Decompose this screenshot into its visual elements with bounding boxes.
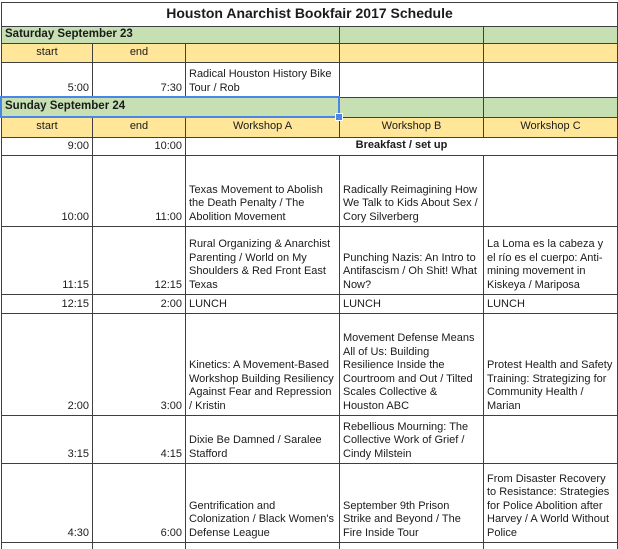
sat-header-a-cell[interactable] bbox=[186, 44, 340, 63]
sun-header-start-cell[interactable]: start bbox=[2, 118, 93, 138]
workshop-a-cell[interactable]: Radical Houston History Bike Tour / Rob bbox=[186, 63, 340, 98]
end-time-cell[interactable]: 3:00 bbox=[93, 314, 186, 416]
empty-cell[interactable] bbox=[2, 543, 93, 549]
lunch-cell[interactable]: LUNCH bbox=[484, 295, 618, 314]
end-time-cell[interactable]: 4:15 bbox=[93, 416, 186, 464]
end-time-cell[interactable]: 10:00 bbox=[93, 138, 186, 156]
workshop-a-cell[interactable]: Gentrification and Colonization / Black Women's Defense League bbox=[186, 464, 340, 543]
empty-cell[interactable] bbox=[484, 27, 618, 44]
end-time-cell[interactable]: 6:00 bbox=[93, 464, 186, 543]
end-time-cell[interactable]: 12:15 bbox=[93, 227, 186, 295]
empty-cell[interactable] bbox=[484, 543, 618, 549]
sun-header-end-cell[interactable]: end bbox=[93, 118, 186, 138]
empty-cell[interactable] bbox=[340, 27, 484, 44]
breakfast-cell[interactable]: Breakfast / set up bbox=[186, 138, 618, 156]
workshop-b-cell[interactable]: Punching Nazis: An Intro to Antifascism / Oh Shit! What Now? bbox=[340, 227, 484, 295]
workshop-b-cell[interactable]: Rebellious Mourning: The Collective Work of Grief / Cindy Milstein bbox=[340, 416, 484, 464]
empty-cell[interactable] bbox=[484, 98, 618, 118]
workshop-c-cell[interactable] bbox=[484, 63, 618, 98]
start-time-cell[interactable]: 2:00 bbox=[2, 314, 93, 416]
start-time-cell[interactable]: 5:00 bbox=[2, 63, 93, 98]
start-time-cell[interactable]: 3:15 bbox=[2, 416, 93, 464]
workshop-b-cell[interactable] bbox=[340, 63, 484, 98]
workshop-c-cell[interactable]: From Disaster Recovery to Resistance: Strategies for Police Abolition after Harvey / A World Without Police bbox=[484, 464, 618, 543]
empty-cell[interactable] bbox=[186, 543, 340, 549]
sat-header-c-cell[interactable] bbox=[484, 44, 618, 63]
workshop-c-cell[interactable]: La Loma es la cabeza y el río es el cuerpo: Anti-mining movement in Kiskeya / Mariposa bbox=[484, 227, 618, 295]
workshop-a-cell[interactable]: Dixie Be Damned / Saralee Stafford bbox=[186, 416, 340, 464]
sunday-day-cell[interactable] bbox=[2, 98, 340, 118]
end-time-cell[interactable]: 11:00 bbox=[93, 156, 186, 227]
sat-header-start-cell[interactable]: start bbox=[2, 44, 93, 63]
sunday-day-label: Sunday September 24 bbox=[5, 100, 126, 113]
start-time-cell[interactable]: 9:00 bbox=[2, 138, 93, 156]
workshop-b-cell[interactable]: September 9th Prison Strike and Beyond / The Fire Inside Tour bbox=[340, 464, 484, 543]
workshop-c-cell[interactable] bbox=[484, 156, 618, 227]
sun-header-workshop-c-cell[interactable]: Workshop C bbox=[484, 118, 618, 138]
start-time-cell[interactable]: 12:15 bbox=[2, 295, 93, 314]
fill-handle[interactable] bbox=[335, 113, 343, 121]
sun-header-workshop-a-cell[interactable]: Workshop A bbox=[186, 118, 340, 138]
workshop-b-cell[interactable]: Radically Reimagining How We Talk to Kids About Sex / Cory Silverberg bbox=[340, 156, 484, 227]
empty-cell[interactable] bbox=[340, 98, 484, 118]
end-time-cell[interactable]: 7:30 bbox=[93, 63, 186, 98]
empty-cell[interactable] bbox=[340, 543, 484, 549]
lunch-cell[interactable]: LUNCH bbox=[340, 295, 484, 314]
saturday-day-cell[interactable]: Saturday September 23 bbox=[2, 27, 340, 44]
workshop-c-cell[interactable]: Protest Health and Safety Training: Strategizing for Community Health / Marian bbox=[484, 314, 618, 416]
sun-header-workshop-b-cell[interactable]: Workshop B bbox=[340, 118, 484, 138]
empty-cell[interactable] bbox=[93, 543, 186, 549]
end-time-cell[interactable]: 2:00 bbox=[93, 295, 186, 314]
workshop-a-cell[interactable]: Texas Movement to Abolish the Death Penalty / The Abolition Movement bbox=[186, 156, 340, 227]
spreadsheet-grid bbox=[1, 2, 618, 549]
workshop-b-cell[interactable]: Movement Defense Means All of Us: Building Resilience Inside the Courtroom and Out / Tilted Scales Collective & Houston ABC bbox=[340, 314, 484, 416]
sat-header-end-cell[interactable]: end bbox=[93, 44, 186, 63]
title-cell[interactable]: Houston Anarchist Bookfair 2017 Schedule bbox=[2, 3, 618, 27]
workshop-c-cell[interactable] bbox=[484, 416, 618, 464]
workshop-a-cell[interactable]: Rural Organizing & Anarchist Parenting / World on My Shoulders & Red Front East Texas bbox=[186, 227, 340, 295]
lunch-cell[interactable]: LUNCH bbox=[186, 295, 340, 314]
start-time-cell[interactable]: 4:30 bbox=[2, 464, 93, 543]
start-time-cell[interactable]: 11:15 bbox=[2, 227, 93, 295]
sat-header-b-cell[interactable] bbox=[340, 44, 484, 63]
workshop-a-cell[interactable]: Kinetics: A Movement-Based Workshop Building Resiliency Against Fear and Repression / Kristin bbox=[186, 314, 340, 416]
start-time-cell[interactable]: 10:00 bbox=[2, 156, 93, 227]
